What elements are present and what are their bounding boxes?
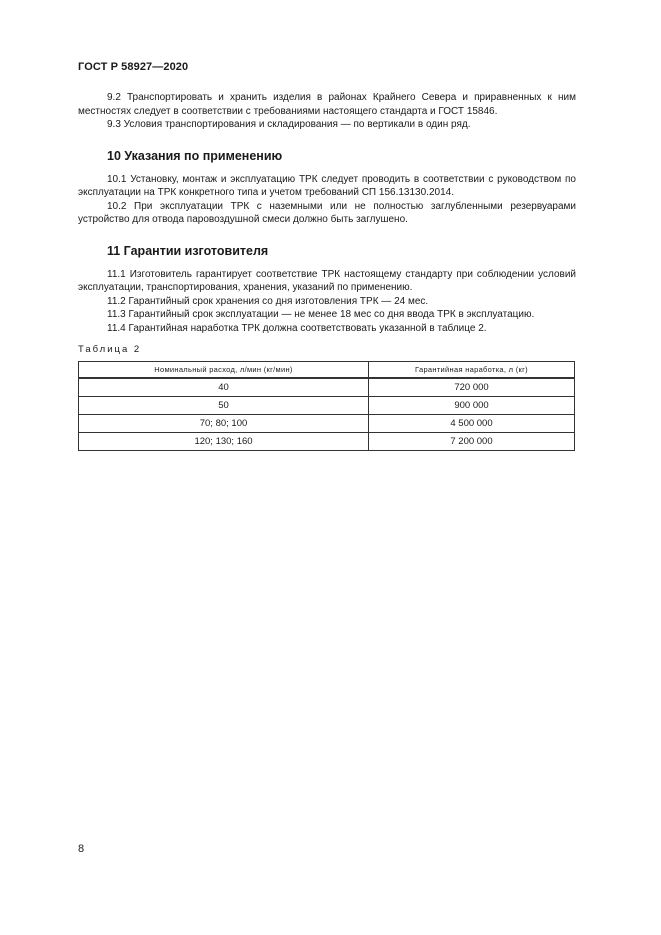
paragraph-9-2: 9.2 Транспортировать и хранить изделия в районах Крайнего Севера и приравненных к ним местностях следует в соответствии с требованиями настоящего стандарта и ГОСТ 15846. xyxy=(78,92,576,117)
paragraph-10-2: 10.2 При эксплуатации ТРК с наземными или не полностью заглубленными резервуарами устройство для отвода паровоздушной смеси должно быть заглушено. xyxy=(78,200,576,225)
paragraph-11-4: 11.4 Гарантийная наработка ТРК должна соответствовать указанной в таблице 2. xyxy=(107,322,487,334)
paragraph-11-2: 11.2 Гарантийный срок хранения со дня изготовления ТРК — 24 мес. xyxy=(107,295,429,307)
section-heading-10: 10 Указания по применению xyxy=(107,148,283,163)
paragraph-10-1: 10.1 Установку, монтаж и эксплуатацию ТРК следует проводить в соответствии с руководством по эксплуатации на ТРК конкретного типа и учетом требований СП 156.13130.2014. xyxy=(78,173,576,198)
paragraph-9-3: 9.3 Условия транспортирования и складирования — по вертикали в один ряд. xyxy=(107,119,471,130)
table-row xyxy=(79,378,575,397)
table-cell: 50 xyxy=(79,397,369,415)
table-row xyxy=(79,397,575,415)
column-header: Гарантийная наработка, л (кг) xyxy=(369,362,575,379)
table-cell: 40 xyxy=(79,378,369,397)
page-number: 8 xyxy=(78,843,85,855)
table-row xyxy=(79,433,575,451)
section-heading-11: 11 Гарантии изготовителя xyxy=(107,243,269,258)
table-caption: Таблица 2 xyxy=(78,344,142,355)
table-cell: 70; 80; 100 xyxy=(79,415,369,433)
column-header: Номинальный расход, л/мин (кг/мин) xyxy=(79,362,369,379)
table-row xyxy=(79,415,575,433)
table-cell: 7 200 000 xyxy=(369,433,575,451)
table-cell: 900 000 xyxy=(369,397,575,415)
table-2 xyxy=(78,361,575,451)
table-cell: 120; 130; 160 xyxy=(79,433,369,451)
document-body xyxy=(78,91,576,451)
paragraph-11-1: 11.1 Изготовитель гарантирует соответствие ТРК настоящему стандарту при соблюдении условий эксплуатации, транспортирования, хранения, указаний по применению. xyxy=(78,268,576,293)
table-cell: 4 500 000 xyxy=(369,415,575,433)
paragraph-11-3: 11.3 Гарантийный срок эксплуатации — не менее 18 мес со дня ввода ТРК в эксплуатацию. xyxy=(107,309,535,320)
table-cell: 720 000 xyxy=(369,378,575,397)
document-header: ГОСТ Р 58927—2020 xyxy=(78,61,189,73)
table-header-row xyxy=(79,362,575,379)
